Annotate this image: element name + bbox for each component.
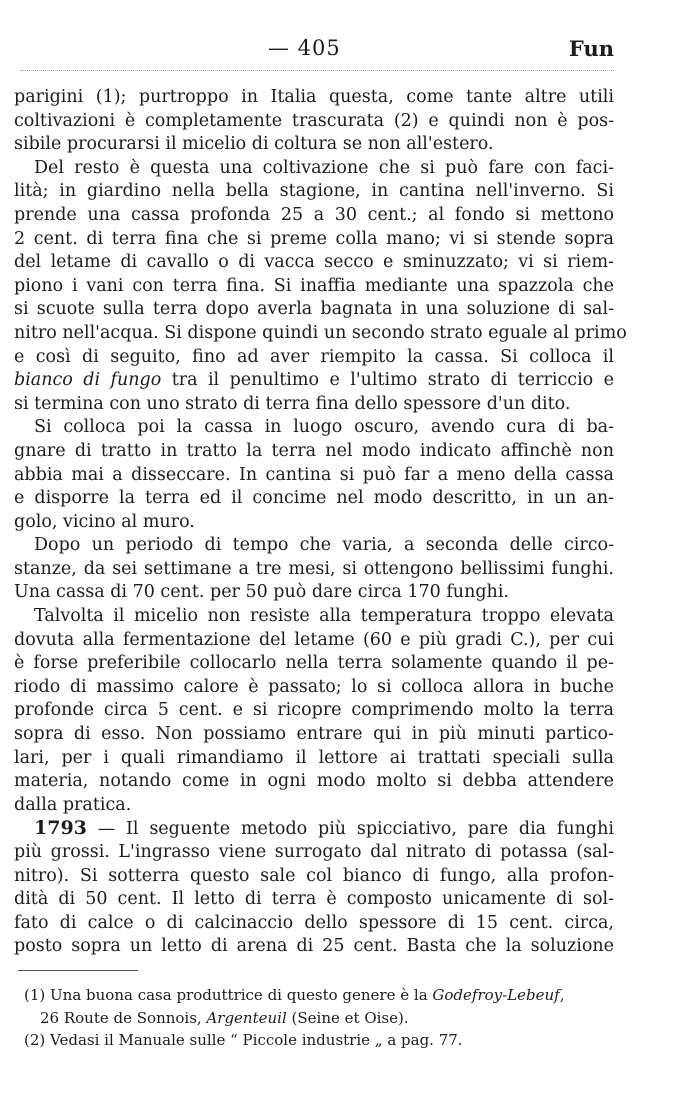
text-run: dità di 50 cent. Il letto di terra è composto unicamente di sol- [14,889,614,910]
text-line [14,110,614,134]
text-run: si scuote sulla terra dopo averla bagnata in una soluzione di sal- [14,299,614,320]
text-line [14,487,614,511]
text-line [14,629,614,653]
text-run: dovuta alla fermentazione del letame (60 e più gradi C.), per cui [14,629,614,650]
text-run: 26 Route de Sonnois, [40,1008,207,1027]
text-line [14,605,614,629]
text-run: nitro nell'acqua. Si dispone quindi un secondo strato eguale al primo [14,322,627,343]
footnote-line [24,1029,614,1052]
text-line [14,204,614,228]
text-run: Del resto è questa una coltivazione che si può fare con faci- [34,157,614,178]
text-line [14,888,614,912]
header-rule [20,70,614,71]
text-run: — Il seguente metodo più spicciativo, pare dia funghi [86,819,614,840]
text-run: nitro). Si sotterra questo sale col bianco di fungo, alla profon- [14,865,614,886]
text-run: profonde circa 5 cent. e si ricopre comprimendo molto la terra [14,700,614,721]
text-run: materia, notando come in ogni modo molto si debba attendere [14,771,614,792]
text-run: fato di calce o di calcinaccio dello spessore di 15 cent. circa, [14,912,614,933]
text-line [14,346,614,370]
text-run: Dopo un periodo di tempo che varia, a seconda delle circo- [34,535,614,556]
text-run: e disporre la terra ed il concime nel modo descritto, in un an- [14,488,614,509]
text-line [14,794,614,818]
text-line [14,369,614,393]
italic-text: Argenteuil [206,1008,287,1027]
body-text [14,86,627,959]
text-line [14,157,614,181]
text-line [14,393,614,417]
text-run: (2) Vedasi il Manuale sulle “ Piccole industrie „ a pag. 77. [24,1031,463,1049]
page-number: — 405 [268,36,341,60]
italic-text: Godefroy-Lebeuf [432,986,560,1004]
text-run: (Seine et Oise). [286,1008,409,1027]
text-line [14,581,614,605]
text-run: 2 cent. di terra fina che si preme colla mano; vi si stende sopra [14,228,614,249]
text-line [14,298,614,322]
italic-text: bianco di fungo [14,370,162,391]
text-run: posto sopra un letto di arena di 25 cent. Basta che la soluzione [14,936,614,957]
text-run: è forse preferibile collocarlo nella terra solamente quando il pe- [14,653,614,674]
text-run: tra il penultimo e l'ultimo strato di terriccio e [161,370,614,391]
text-run: sopra di esso. Non possiamo entrare qui in più minuti partico- [14,724,614,745]
text-run: e così di seguito, fino ad aver riempito la cassa. Si colloca il [14,346,614,367]
text-line [14,723,614,747]
text-line [14,86,614,110]
paragraph-number: 1793 [34,817,87,840]
text-run: , [559,986,565,1004]
text-line [14,912,614,936]
text-run: più grossi. L'ingrasso viene surrogato dal nitrato di potassa (sal- [14,842,614,862]
text-run: lari, per i quali rimandiamo il lettore ai trattati speciali sulla [14,747,614,768]
text-run: parigini (1); purtroppo in Italia questa, come tante altre utili [14,87,614,107]
text-line [14,747,614,771]
page-header [0,36,700,66]
text-line [14,652,614,676]
text-line [14,322,627,346]
footnote-line [24,1007,614,1030]
text-run: Una cassa di 70 cent. per 50 può dare circa 170 funghi. [14,582,509,603]
text-line [14,440,614,464]
text-run: sibile procurarsi il micelio di coltura se non all'estero. [14,134,494,155]
text-run: coltivazioni è completamente trascurata (2) e quindi non è pos- [14,110,614,131]
text-run: prende una cassa profonda 25 a 30 cent.; al fondo si mettono [14,204,614,225]
text-line [14,464,614,488]
text-run: Si colloca poi la cassa in luogo oscuro, avendo cura di ba- [34,417,614,438]
footnotes [24,984,614,1052]
text-line [14,676,614,700]
text-run: gnare di tratto in tratto la terra nel modo indicato affinchè non [14,440,614,461]
text-line [14,699,614,723]
running-title: Fun [568,36,614,61]
text-line [14,935,614,959]
text-line [14,275,614,299]
text-run: (1) Una buona casa produttrice di questo genere è la [24,986,433,1004]
text-run: dalla pratica. [14,794,132,815]
text-line [14,416,614,440]
text-run: abbia mai a disseccare. In cantina si può far a meno della cassa [14,464,614,485]
text-run: del letame di cavallo o di vacca secco e sminuzzato; vi si riem- [14,252,614,273]
footnote-rule [18,970,138,971]
text-run: Talvolta il micelio non resiste alla temperatura troppo elevata [34,606,614,627]
text-line [14,511,614,535]
text-run: lità; in giardino nella bella stagione, in cantina nell'inverno. Si [14,181,614,202]
text-line [14,251,614,275]
text-line [14,180,614,204]
text-run: si termina con uno strato di terra fina dello spessore d'un dito. [14,393,571,414]
text-line [14,770,614,794]
text-run: riodo di massimo calore è passato; lo si colloca allora in buche [14,676,614,697]
footnote-line [24,984,614,1007]
text-run: piono i vani con terra fina. Si inaffia mediante una spazzola che [14,275,614,296]
text-line [14,865,614,889]
text-line [14,841,614,865]
text-line [14,558,614,582]
text-line [14,817,614,841]
text-run: golo, vicino al muro. [14,511,195,532]
text-run: stanze, da sei settimane a tre mesi, si ottengono bellissimi funghi. [14,558,614,579]
text-line [14,133,614,157]
text-line [14,534,614,558]
text-line [14,228,614,252]
